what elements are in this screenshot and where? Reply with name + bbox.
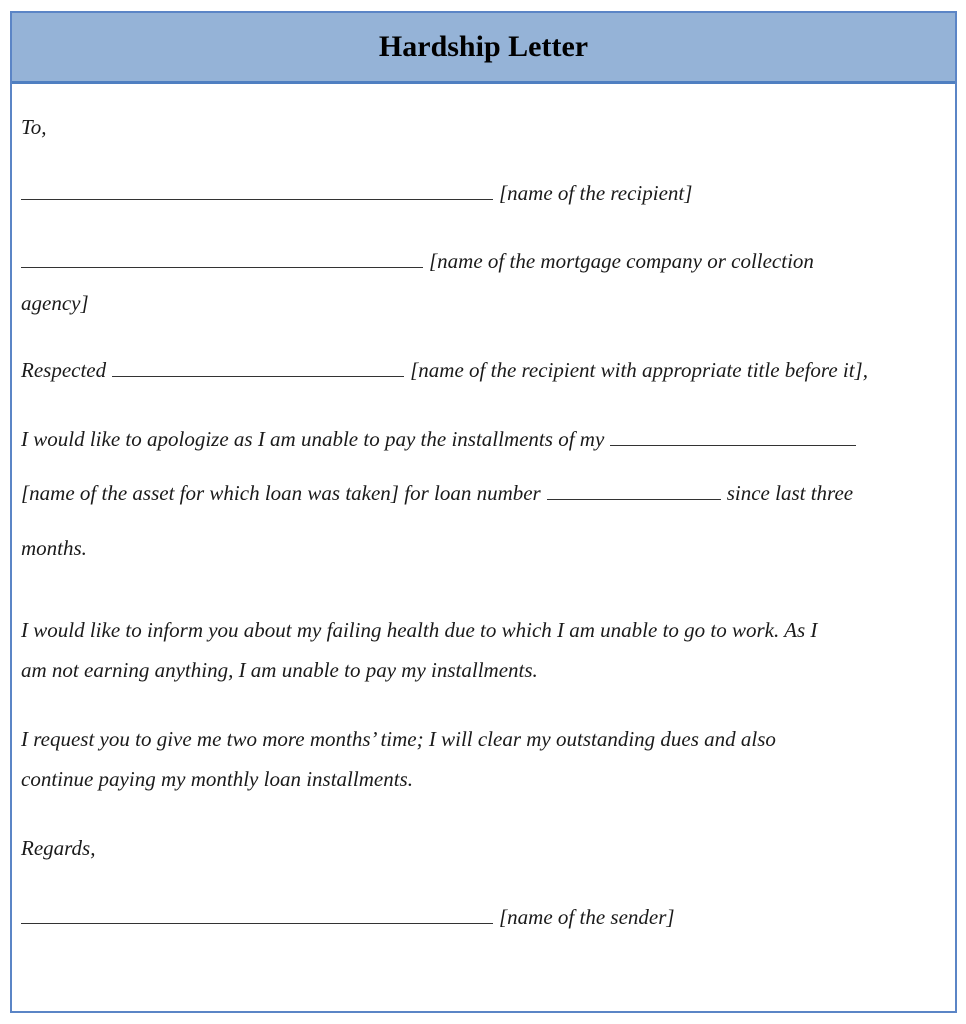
letter-frame — [10, 11, 957, 1013]
company-line — [21, 248, 814, 274]
sender-hint: [name of the sender] — [499, 905, 675, 929]
para2-text-2: am not earning anything, I am unable to pay my installments. — [21, 658, 538, 682]
company-hint: [name of the mortgage company or collection — [429, 249, 814, 273]
para1-text-3: months. — [21, 536, 87, 560]
sender-blank — [21, 905, 493, 924]
respected-text: Respected — [21, 358, 107, 382]
asset-blank — [610, 427, 856, 446]
recipient-line — [21, 180, 692, 206]
to-text: To, — [21, 115, 47, 139]
company-hint-cont: agency] — [21, 291, 89, 315]
para1-line1 — [21, 426, 862, 452]
para1-line2 — [21, 480, 853, 506]
para1-line3 — [21, 535, 87, 561]
para2-line2 — [21, 657, 538, 683]
salutation-to — [21, 114, 47, 140]
para2-text-1: I would like to inform you about my failing health due to which I am unable to go to work. As I — [21, 618, 818, 642]
para3-line2 — [21, 766, 413, 792]
regards-text: Regards, — [21, 836, 96, 860]
company-line-cont — [21, 290, 89, 316]
title-bar — [12, 13, 955, 84]
recipient-hint: [name of the recipient] — [499, 181, 693, 205]
regards-line — [21, 835, 95, 861]
company-blank — [21, 249, 423, 268]
respected-line — [21, 357, 868, 383]
para1-text-2a: [name of the asset for which loan was taken] for loan number — [21, 481, 541, 505]
loan-number-blank — [547, 481, 721, 500]
para1-text-2b: since last three — [726, 481, 854, 505]
para3-text-1: I request you to give me two more months’ time; I will clear my outstanding dues and also — [21, 727, 776, 751]
para3-line1 — [21, 726, 776, 752]
respected-hint: [name of the recipient with appropriate title before it], — [410, 358, 868, 382]
sender-line — [21, 904, 675, 930]
recipient-blank — [21, 181, 493, 200]
respected-blank — [112, 358, 404, 377]
para2-line1 — [21, 617, 817, 643]
para1-text-1: I would like to apologize as I am unable to pay the installments of my — [21, 427, 605, 451]
para3-text-2: continue paying my monthly loan installments. — [21, 767, 413, 791]
page-title: Hardship Letter — [378, 30, 589, 63]
